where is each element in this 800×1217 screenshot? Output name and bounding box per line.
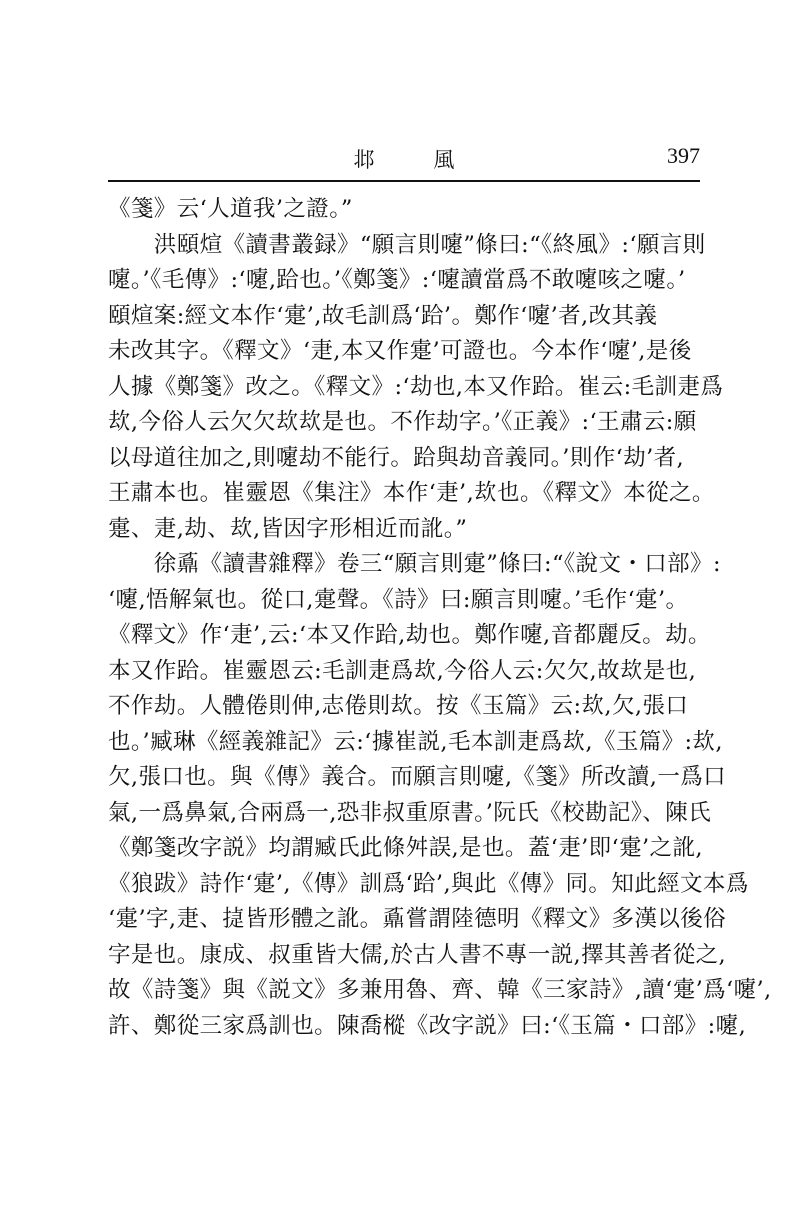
section-title: 邶 風 [353, 148, 481, 172]
text-line: ‘嚔,悟解氣也。從口,疐聲。《詩》曰:願言則嚔。’毛作‘疐’。 [108, 586, 689, 613]
text-line: 《釋文》作‘疌’,云:‘本又作跲,劫也。鄭作嚔,音都麗反。劫。 [108, 622, 711, 648]
text-line: 㰦,今俗人云欠欠㰦㰦是也。不作劫字。’《正義》:‘王肅云:願 [108, 409, 697, 435]
text-line: 欠,張口也。與《傳》義合。而願言則嚔,《箋》所改讀,一爲口 [108, 764, 727, 790]
text-line: 未改其字。《釋文》‘疌,本又作疐’可證也。今本作‘嚔’,是後 [108, 338, 692, 364]
text-line: 本又作跲。崔靈恩云:毛訓疌爲㰦,今俗人云:欠欠,故㰦是也, [108, 657, 697, 684]
text-line: 許、鄭從三家爲訓也。陳喬樅《改字説》曰:‘《玉篇・口部》:嚔, [108, 1012, 747, 1039]
text-line: 徐鼒《讀書雜釋》卷三“願言則疐”條曰:“《說文・口部》: [108, 551, 721, 577]
running-header [108, 140, 700, 182]
text-line: 疐、疌,劫、㰦,皆因字形相近而訛。” [108, 515, 468, 542]
text-line: 嚔。’《毛傳》:‘嚔,跲也。’《鄭箋》:‘嚔讀當爲不敢嚔咳之嚔。’ [108, 267, 686, 293]
body-text [108, 192, 772, 1044]
text-line: 王肅本也。崔靈恩《集注》本作‘疌’,㰦也。《釋文》本從之。 [108, 480, 715, 506]
text-line: 《狼跋》詩作‘疐’,《傳》訓爲‘跲’,與此《傳》同。知此經文本爲 [108, 870, 749, 897]
text-line: 洪頤煊《讀書叢録》“願言則嚔”條曰:“《終風》:‘願言則 [108, 231, 706, 258]
text-line: 不作劫。人體倦則伸,志倦則㰦。按《玉篇》云:㰦,欠,張口 [108, 693, 689, 719]
text-line: 氣,一爲鼻氣,合兩爲一,恐非叔重原書。’阮氏《校勘記》、陳氏 [108, 799, 712, 826]
text-line: 頤煊案:經文本作‘疐’,故毛訓爲‘跲’。鄭作‘嚔’者,改其義 [108, 302, 658, 329]
text-line: 以母道往加之,則嚔劫不能行。跲與劫音義同。’則作‘劫’者, [108, 444, 685, 471]
text-line: 人據《鄭箋》改之。《釋文》:‘劫也,本又作跲。崔云:毛訓疌爲 [108, 373, 724, 400]
text-line: 故《詩箋》與《説文》多兼用魯、齊、韓《三家詩》,讀‘疐’爲‘嚔’, [108, 977, 772, 1003]
text-line: ‘疐’字,疌、㨗皆形體之訛。鼒嘗謂陸德明《釋文》多漢以後俗 [108, 906, 727, 932]
text-line: 《鄭箋改字説》均謂臧氏此條舛誤,是也。蓋‘疌’即‘疐’之訛, [108, 835, 703, 861]
text-line: 也。’臧琳《經義雜記》云:‘據崔説,毛本訓疌爲㰦,《玉篇》:㰦, [108, 728, 723, 755]
page-number: 397 [667, 143, 700, 168]
text-line: 字是也。康成、叔重皆大儒,於古人書不專一説,擇其善者從之, [108, 941, 727, 968]
text-line: 《箋》云‘人道我’之證。” [108, 196, 353, 222]
